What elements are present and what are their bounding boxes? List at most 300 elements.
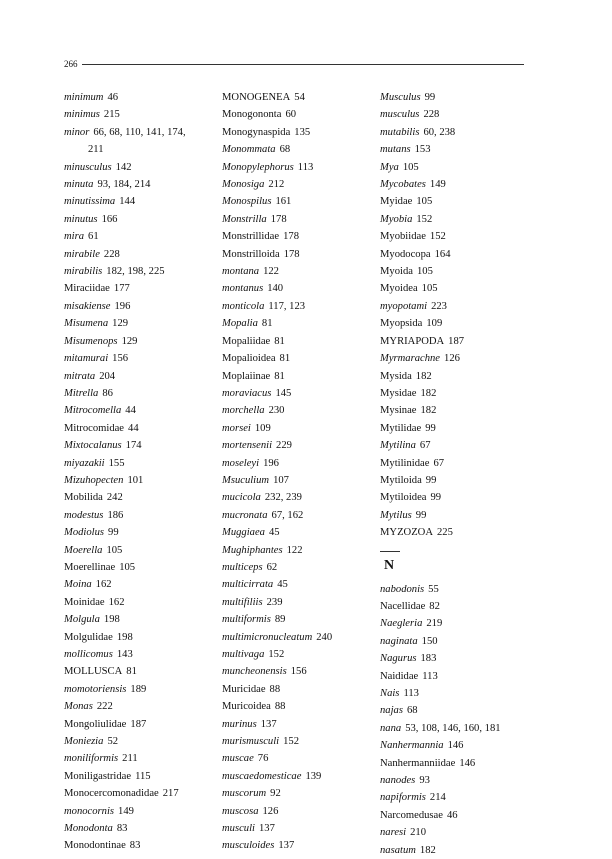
entry-pages: 44 bbox=[125, 405, 136, 417]
entry-pages: 149 bbox=[118, 805, 134, 817]
index-entry bbox=[222, 385, 382, 402]
entry-term: mortensenii bbox=[222, 440, 273, 452]
entry-term: morsei bbox=[222, 422, 251, 434]
index-entry bbox=[380, 807, 530, 824]
entry-pages: 162 bbox=[95, 579, 112, 591]
entry-pages: 67 bbox=[419, 440, 431, 452]
entry-term: Molgulidae bbox=[64, 631, 113, 643]
entry-pages: 115 bbox=[135, 770, 151, 782]
entry-pages: 228 bbox=[103, 248, 120, 260]
index-entry bbox=[380, 385, 530, 402]
index-entry bbox=[222, 211, 382, 228]
index-entry bbox=[64, 559, 224, 576]
index-entry bbox=[380, 772, 530, 789]
entry-term: nasatum bbox=[380, 844, 416, 856]
entry-term: Myoida bbox=[380, 266, 413, 278]
entry-pages: 62 bbox=[266, 561, 278, 573]
entry-term: Mopalioidea bbox=[222, 353, 276, 365]
entry-term: Monogynaspida bbox=[222, 126, 291, 138]
index-entry bbox=[64, 594, 224, 611]
entry-term: multifiliis bbox=[222, 596, 263, 608]
entry-pages: 215 bbox=[103, 109, 120, 121]
entry-pages: 55 bbox=[428, 583, 439, 595]
index-entry bbox=[380, 298, 530, 315]
entry-term: Moplaiinae bbox=[222, 370, 271, 382]
index-entry bbox=[222, 559, 382, 576]
entry-term: MOLLUSCA bbox=[64, 666, 123, 678]
index-entry bbox=[380, 524, 530, 541]
entry-pages: 101 bbox=[127, 474, 144, 486]
index-entry bbox=[222, 507, 382, 524]
entry-term: mirabile bbox=[64, 248, 100, 260]
index-entry bbox=[380, 668, 530, 685]
entry-term: Mycobates bbox=[380, 179, 426, 191]
index-entry bbox=[380, 263, 530, 280]
index-entry bbox=[380, 89, 530, 106]
entry-pages: 99 bbox=[424, 92, 436, 103]
entry-term: Mopaliidae bbox=[222, 335, 271, 347]
entry-term: Monocercomonadidae bbox=[64, 788, 159, 800]
entry-term: Mitrella bbox=[64, 387, 99, 399]
entry-pages: 229 bbox=[276, 440, 292, 452]
entry-pages: 129 bbox=[121, 335, 138, 347]
entry-term: muscaedomesticae bbox=[222, 770, 302, 782]
entry-pages: 182 bbox=[415, 370, 432, 382]
index-entry bbox=[64, 629, 224, 646]
entry-pages: 68 bbox=[406, 705, 418, 717]
index-entry bbox=[380, 615, 530, 632]
entry-term: Naididae bbox=[380, 670, 419, 682]
entry-pages: 137 bbox=[258, 823, 275, 835]
index-entry bbox=[380, 176, 530, 193]
index-entry bbox=[64, 124, 224, 141]
entry-pages: 92 bbox=[270, 788, 281, 800]
index-entry bbox=[380, 472, 530, 489]
entry-term: minuta bbox=[64, 179, 94, 191]
entry-pages: 67 bbox=[433, 457, 445, 469]
entry-pages: 210 bbox=[410, 827, 426, 839]
index-entry bbox=[380, 437, 530, 454]
entry-term: mitrata bbox=[64, 370, 96, 382]
page-number: 266 bbox=[64, 59, 78, 69]
entry-pages: 187 bbox=[448, 335, 465, 347]
entry-term: Misumena bbox=[64, 318, 109, 330]
index-entry bbox=[380, 598, 530, 615]
index-entry bbox=[222, 420, 382, 437]
entry-term: Molgula bbox=[64, 614, 100, 626]
entry-term: Miraciidae bbox=[64, 283, 110, 295]
entry-term: mucicola bbox=[222, 492, 261, 504]
index-entry bbox=[64, 211, 224, 228]
entry-term: Modiolus bbox=[64, 527, 105, 539]
index-entry bbox=[222, 785, 382, 802]
entry-pages: 81 bbox=[279, 353, 291, 365]
index-entry bbox=[222, 681, 382, 698]
entry-term: musculoides bbox=[222, 840, 275, 852]
entry-pages: 82 bbox=[429, 600, 440, 612]
entry-pages: 46 bbox=[107, 92, 119, 103]
entry-term: multivaga bbox=[222, 649, 265, 660]
header-rule bbox=[82, 64, 524, 65]
index-entry bbox=[64, 455, 224, 472]
entry-pages: 105 bbox=[416, 196, 433, 208]
entry-pages: 61 bbox=[88, 231, 99, 243]
index-entry bbox=[222, 611, 382, 628]
entry-term: Nagurus bbox=[380, 653, 417, 665]
entry-term: Mytilinidae bbox=[380, 457, 430, 469]
index-entry bbox=[64, 176, 224, 193]
entry-term: Mysinae bbox=[380, 405, 417, 417]
entry-term: minutus bbox=[64, 213, 98, 225]
index-entry bbox=[222, 402, 382, 419]
entry-term: Muricidae bbox=[222, 683, 266, 695]
entry-term: musculi bbox=[222, 823, 255, 835]
entry-pages: 222 bbox=[96, 701, 113, 713]
entry-pages: 183 bbox=[420, 653, 437, 665]
entry-term: muscosa bbox=[222, 805, 259, 817]
entry-term: morchella bbox=[222, 405, 265, 417]
entry-term: MYZOZOA bbox=[380, 527, 433, 539]
index-entry bbox=[380, 193, 530, 210]
index-entry bbox=[380, 333, 530, 350]
entry-pages: 81 bbox=[126, 666, 137, 678]
index-entry bbox=[380, 350, 530, 367]
entry-term: Muggiaea bbox=[222, 527, 265, 539]
index-entry bbox=[222, 124, 382, 141]
entry-pages: 144 bbox=[119, 196, 136, 208]
index-entry bbox=[64, 298, 224, 315]
entry-pages: 86 bbox=[102, 387, 113, 399]
entry-term: misakiense bbox=[64, 300, 111, 312]
entry-term: Narcomedusae bbox=[380, 809, 443, 821]
index-entry bbox=[64, 681, 224, 698]
entry-term: Monstrillidae bbox=[222, 231, 280, 243]
entry-pages: 166 bbox=[101, 213, 118, 225]
entry-pages: 113 bbox=[403, 688, 419, 699]
entry-term: minimus bbox=[64, 109, 100, 121]
entry-term: Mizuhopecten bbox=[64, 474, 124, 486]
entry-pages-continued: 211 bbox=[88, 144, 104, 156]
index-entry bbox=[380, 420, 530, 437]
index-entry bbox=[380, 720, 530, 737]
entry-term: multicirrata bbox=[222, 579, 274, 591]
entry-term: Myidae bbox=[380, 196, 413, 208]
entry-term: multimicronucleatum bbox=[222, 631, 313, 643]
entry-term: mucronata bbox=[222, 509, 268, 521]
entry-pages: 242 bbox=[106, 492, 123, 504]
index-entry bbox=[222, 646, 382, 663]
entry-pages: 152 bbox=[283, 736, 299, 748]
index-entry bbox=[64, 368, 224, 385]
entry-term: naresi bbox=[380, 827, 407, 839]
entry-pages: 109 bbox=[254, 422, 271, 434]
entry-pages: 217 bbox=[162, 788, 179, 800]
index-entry bbox=[222, 542, 382, 559]
index-entry bbox=[222, 176, 382, 193]
entry-pages: 109 bbox=[426, 318, 443, 330]
index-entry bbox=[380, 755, 530, 772]
entry-pages: 60, 238 bbox=[423, 126, 456, 138]
index-entry bbox=[64, 385, 224, 402]
entry-term: Moinidae bbox=[64, 596, 105, 608]
entry-term: minor bbox=[64, 126, 90, 138]
entry-pages: 152 bbox=[268, 649, 285, 660]
index-entry bbox=[64, 280, 224, 297]
entry-pages: 178 bbox=[283, 248, 300, 260]
index-entry bbox=[64, 698, 224, 715]
entry-pages: 164 bbox=[434, 248, 451, 260]
entry-pages: 105 bbox=[416, 266, 433, 278]
entry-term: Naegleria bbox=[380, 618, 423, 630]
entry-pages: 76 bbox=[257, 753, 269, 765]
entry-term: Mitrocomella bbox=[64, 405, 122, 417]
entry-pages: 126 bbox=[262, 805, 279, 817]
index-entry bbox=[222, 333, 382, 350]
entry-pages: 182, 198, 225 bbox=[106, 266, 165, 278]
entry-term: Moerellinae bbox=[64, 561, 116, 573]
index-entry bbox=[64, 733, 224, 750]
entry-term: mutabilis bbox=[380, 126, 420, 138]
entry-term: Moina bbox=[64, 579, 92, 591]
index-entry bbox=[380, 789, 530, 806]
index-entry bbox=[380, 685, 530, 702]
entry-pages: 156 bbox=[112, 353, 129, 365]
entry-pages: 174 bbox=[125, 440, 142, 452]
entry-pages: 219 bbox=[426, 618, 443, 630]
entry-term: Monogononta bbox=[222, 109, 282, 121]
index-entry bbox=[64, 507, 224, 524]
entry-term: musculus bbox=[380, 109, 420, 121]
index-entry bbox=[222, 472, 382, 489]
index-entry bbox=[64, 193, 224, 210]
entry-pages: 189 bbox=[130, 683, 147, 695]
entry-pages: 129 bbox=[112, 318, 129, 330]
entry-term: murismusculi bbox=[222, 736, 280, 748]
index-entry bbox=[64, 576, 224, 593]
entry-pages: 146 bbox=[459, 757, 476, 769]
index-entry bbox=[64, 542, 224, 559]
index-entry bbox=[64, 803, 224, 820]
index-entry bbox=[222, 663, 382, 680]
entry-term: multiformis bbox=[222, 614, 271, 626]
entry-term: modestus bbox=[64, 509, 104, 521]
entry-pages: 142 bbox=[115, 161, 132, 173]
entry-pages: 105 bbox=[119, 561, 136, 573]
index-entry bbox=[64, 89, 224, 106]
entry-term: momotoriensis bbox=[64, 683, 127, 695]
index-entry bbox=[380, 211, 530, 228]
index-entry bbox=[222, 263, 382, 280]
entry-pages: 239 bbox=[266, 596, 283, 608]
entry-term: minimum bbox=[64, 92, 104, 103]
index-entry bbox=[64, 611, 224, 628]
index-entry bbox=[380, 581, 530, 598]
entry-pages: 182 bbox=[420, 387, 437, 399]
entry-term: Myrmarachne bbox=[380, 353, 441, 365]
entry-term: Mobilida bbox=[64, 492, 103, 504]
index-entry bbox=[222, 455, 382, 472]
entry-term: mitamurai bbox=[64, 353, 109, 365]
index-entry bbox=[64, 820, 224, 837]
index-entry bbox=[380, 368, 530, 385]
entry-term: montana bbox=[222, 266, 260, 278]
entry-term: Monosiga bbox=[222, 179, 265, 191]
entry-term: Monstrilla bbox=[222, 213, 267, 225]
index-entry bbox=[222, 106, 382, 123]
index-entry bbox=[222, 489, 382, 506]
entry-pages: 52 bbox=[107, 736, 119, 748]
index-entry bbox=[222, 159, 382, 176]
entry-term: Nacellidae bbox=[380, 600, 426, 612]
entry-term: Mytilidae bbox=[380, 422, 422, 434]
index-entry bbox=[222, 837, 382, 854]
entry-term: Monospilus bbox=[222, 196, 272, 208]
entry-pages: 60 bbox=[285, 109, 297, 121]
entry-term: Mixtocalanus bbox=[64, 440, 122, 452]
index-entry bbox=[380, 650, 530, 667]
entry-term: Mysida bbox=[380, 370, 412, 382]
index-entry bbox=[64, 350, 224, 367]
entry-term: Nais bbox=[380, 688, 400, 699]
entry-term: Monodonta bbox=[64, 823, 113, 835]
index-entry bbox=[380, 106, 530, 123]
entry-pages: 139 bbox=[305, 770, 322, 782]
index-entry bbox=[222, 246, 382, 263]
index-entry bbox=[64, 437, 224, 454]
entry-term: muscorum bbox=[222, 788, 267, 800]
index-entry bbox=[222, 733, 382, 750]
entry-term: Myodocopa bbox=[380, 248, 431, 260]
index-entry bbox=[222, 141, 382, 158]
entry-pages: 122 bbox=[286, 544, 303, 556]
index-entry bbox=[64, 524, 224, 541]
entry-pages: 137 bbox=[260, 718, 277, 730]
entry-pages: 83 bbox=[129, 840, 141, 852]
index-entry bbox=[222, 298, 382, 315]
entry-pages: 53, 108, 146, 160, 181 bbox=[405, 722, 501, 734]
entry-pages: 67, 162 bbox=[271, 509, 304, 521]
entry-pages: 182 bbox=[420, 405, 437, 417]
entry-pages: 146 bbox=[447, 740, 464, 752]
entry-term: Nanhermanniidae bbox=[380, 757, 456, 769]
index-entry bbox=[222, 315, 382, 332]
section-heading: N bbox=[384, 557, 395, 573]
entry-term: moseleyi bbox=[222, 457, 260, 469]
entry-term: Monas bbox=[64, 701, 93, 713]
entry-pages: 225 bbox=[436, 527, 453, 539]
entry-pages: 46 bbox=[446, 809, 458, 821]
entry-term: MONOGENEA bbox=[222, 92, 291, 103]
index-entry bbox=[380, 315, 530, 332]
entry-pages: 156 bbox=[290, 666, 307, 678]
index-entry bbox=[64, 420, 224, 437]
entry-term: Mopalia bbox=[222, 318, 258, 330]
entry-term: monocornis bbox=[64, 805, 115, 817]
entry-pages: 44 bbox=[128, 422, 139, 434]
entry-term: Muricoidea bbox=[222, 701, 271, 713]
entry-pages: 212 bbox=[268, 179, 285, 191]
entry-pages: 198 bbox=[116, 631, 133, 643]
entry-pages: 45 bbox=[277, 579, 288, 591]
entry-pages: 99 bbox=[425, 422, 436, 434]
index-entry bbox=[222, 437, 382, 454]
index-entry bbox=[222, 280, 382, 297]
index-column-1 bbox=[64, 89, 224, 855]
entry-pages: 93 bbox=[419, 775, 430, 787]
index-entry bbox=[222, 524, 382, 541]
entry-term: Monodontinae bbox=[64, 840, 126, 852]
entry-pages: 153 bbox=[414, 144, 431, 156]
entry-term: minutissima bbox=[64, 196, 116, 208]
entry-pages: 83 bbox=[116, 823, 128, 835]
entry-pages: 214 bbox=[429, 792, 446, 804]
index-entry bbox=[64, 333, 224, 350]
index-entry bbox=[222, 750, 382, 767]
index-entry bbox=[222, 228, 382, 245]
index-entry bbox=[380, 842, 530, 859]
entry-pages: 196 bbox=[114, 300, 131, 312]
entry-pages: 145 bbox=[275, 387, 292, 399]
entry-pages: 140 bbox=[267, 283, 284, 295]
index-entry bbox=[64, 263, 224, 280]
entry-term: Moniezia bbox=[64, 736, 104, 748]
index-entry bbox=[380, 824, 530, 841]
entry-term: muscae bbox=[222, 753, 254, 765]
entry-pages: 196 bbox=[263, 457, 279, 469]
entry-pages: 135 bbox=[294, 126, 311, 138]
entry-pages: 89 bbox=[274, 614, 286, 626]
index-entry bbox=[380, 737, 530, 754]
entry-term: Mysidae bbox=[380, 387, 417, 399]
index-entry bbox=[222, 716, 382, 733]
entry-pages: 81 bbox=[274, 335, 285, 347]
entry-pages: 88 bbox=[269, 683, 281, 695]
entry-pages: 99 bbox=[415, 509, 427, 521]
index-entry bbox=[64, 228, 224, 245]
entry-pages: 99 bbox=[430, 492, 442, 504]
entry-term: minusculus bbox=[64, 161, 112, 173]
index-entry bbox=[64, 785, 224, 802]
entry-term: Monommata bbox=[222, 144, 276, 156]
index-entry bbox=[222, 803, 382, 820]
entry-term: Myoidea bbox=[380, 283, 418, 295]
entry-term: najas bbox=[380, 705, 403, 717]
index-entry bbox=[380, 702, 530, 719]
entry-pages: 228 bbox=[423, 109, 440, 121]
index-column-2 bbox=[222, 89, 382, 855]
entry-pages: 99 bbox=[425, 474, 437, 486]
entry-pages: 93, 184, 214 bbox=[97, 179, 151, 191]
entry-term: Nanhermannia bbox=[380, 740, 444, 752]
entry-term: Mytiloidea bbox=[380, 492, 427, 504]
index-entry bbox=[64, 663, 224, 680]
entry-term: mollicomus bbox=[64, 649, 113, 660]
entry-term: napiformis bbox=[380, 792, 426, 804]
entry-term: moraviacus bbox=[222, 387, 272, 399]
entry-pages: 126 bbox=[444, 353, 460, 365]
entry-term: mutans bbox=[380, 144, 411, 156]
entry-term: mirabilis bbox=[64, 266, 103, 278]
index-entry bbox=[64, 315, 224, 332]
entry-pages: 54 bbox=[294, 92, 305, 103]
entry-pages: 113 bbox=[297, 161, 314, 173]
entry-term: multiceps bbox=[222, 561, 263, 573]
entry-term: Mytilina bbox=[380, 440, 416, 452]
entry-term: monticola bbox=[222, 300, 265, 312]
entry-pages: 122 bbox=[263, 266, 279, 278]
index-entry bbox=[222, 89, 382, 106]
entry-pages: 150 bbox=[421, 635, 438, 647]
